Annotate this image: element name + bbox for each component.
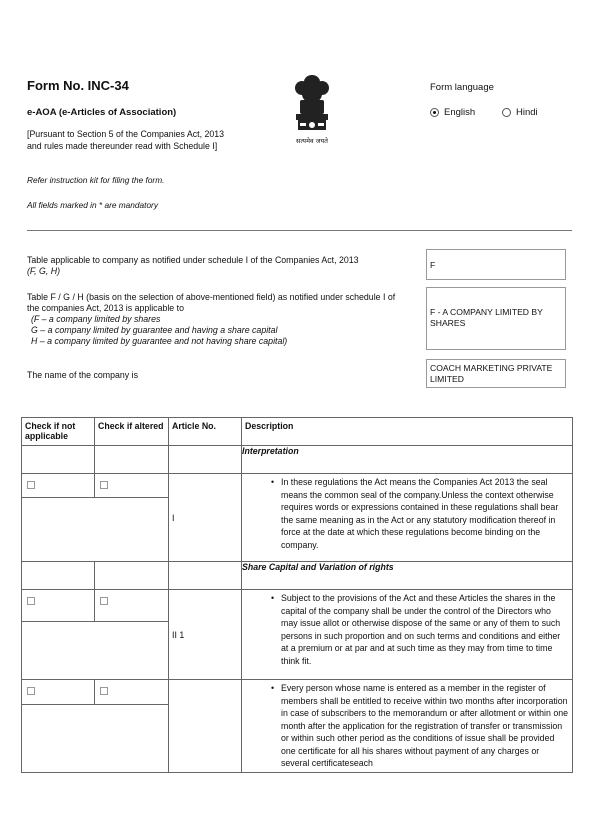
article-description: • Subject to the provisions of the Act and these Articles the shares in the capital of the company shall be under the control of the Directors who may issue allot or otherwise dispose of the same or any of them to such persons in such proportion and on such terms and conditions and either at a premium or at par and at such time as they may from time to time think fit. (242, 590, 573, 680)
article-description: • Every person whose name is entered as a member in the register of members shall be entitled to receive within two months after incorporation in case of subscribers to the memorandum or after allotment or within one month after the application for the registration of transfer or transmission or within such other period as the conditions of issue shall be provided one certificate for all his shares without payment of any charges or several certificateseach (242, 680, 573, 773)
section-divider (27, 230, 572, 231)
form-number: Form No. INC-34 (27, 78, 129, 93)
section-title: Share Capital and Variation of rights (242, 562, 573, 590)
bullet-icon: • (271, 683, 275, 693)
form-subtitle: e-AOA (e-Articles of Association) (27, 107, 177, 118)
article-number: II 1 (169, 590, 242, 680)
header-description: Description (242, 418, 573, 446)
instruction-note: Refer instruction kit for filing the form. (27, 175, 165, 185)
table-applicable-field[interactable]: F (426, 249, 566, 280)
header-not-applicable: Check if not applicable (22, 418, 95, 446)
table-fgh-label: Table F / G / H (basis on the selection of above-mentioned field) as notified under schedule I of the companies Act, 2013 is applicable to (F – a company limited by shares G – a company limited by guarantee and having a share capital H – a company limited by guarantee and not having share capital) (27, 292, 396, 346)
not-applicable-checkbox[interactable] (27, 481, 35, 489)
pursuant-note: [Pursuant to Section 5 of the Companies Act, 2013 and rules made thereunder read with Schedule I] (27, 129, 225, 151)
table-row (22, 590, 573, 622)
article-number (169, 680, 242, 773)
national-emblem-icon (290, 74, 334, 148)
bullet-icon: • (271, 477, 275, 487)
language-option-hindi[interactable]: Hindi (502, 107, 538, 118)
company-name-field[interactable]: COACH MARKETING PRIVATE LIMITED (426, 359, 566, 388)
table-fgh-field[interactable]: F - A COMPANY LIMITED BY SHARES (426, 287, 566, 350)
mandatory-note: All fields marked in * are mandatory (27, 200, 158, 210)
altered-checkbox[interactable] (100, 481, 108, 489)
not-applicable-checkbox[interactable] (27, 597, 35, 605)
table-row (22, 680, 573, 705)
articles-table (21, 417, 573, 773)
section-title: Interpretation (242, 446, 573, 474)
table-row (22, 446, 573, 474)
altered-checkbox[interactable] (100, 687, 108, 695)
header-article-no: Article No. (169, 418, 242, 446)
table-row (22, 474, 573, 498)
bullet-icon: • (271, 593, 275, 603)
radio-selected-icon[interactable] (430, 108, 439, 117)
emblem-caption: सत्यमेव जयते (296, 137, 328, 145)
header-altered: Check if altered (95, 418, 169, 446)
form-language-title: Form language (430, 82, 494, 93)
table-row (22, 562, 573, 590)
table-applicable-label: Table applicable to company as notified under schedule I of the Companies Act, 2013 (F, G, H) (27, 255, 359, 276)
company-name-label: The name of the company is (27, 370, 138, 380)
article-number: I (169, 474, 242, 562)
not-applicable-checkbox[interactable] (27, 687, 35, 695)
article-description: • In these regulations the Act means the Companies Act 2013 the seal means the common seal of the company.Unless the context otherwise requires words or expressions contained in these regulations shall bear the same meaning as in the Act or any statutory modification thereof in force at the date at which these regulations become binding on the company. (242, 474, 573, 562)
table-header-row (22, 418, 573, 446)
altered-checkbox[interactable] (100, 597, 108, 605)
radio-unselected-icon[interactable] (502, 108, 511, 117)
language-option-english[interactable]: English (430, 107, 475, 118)
